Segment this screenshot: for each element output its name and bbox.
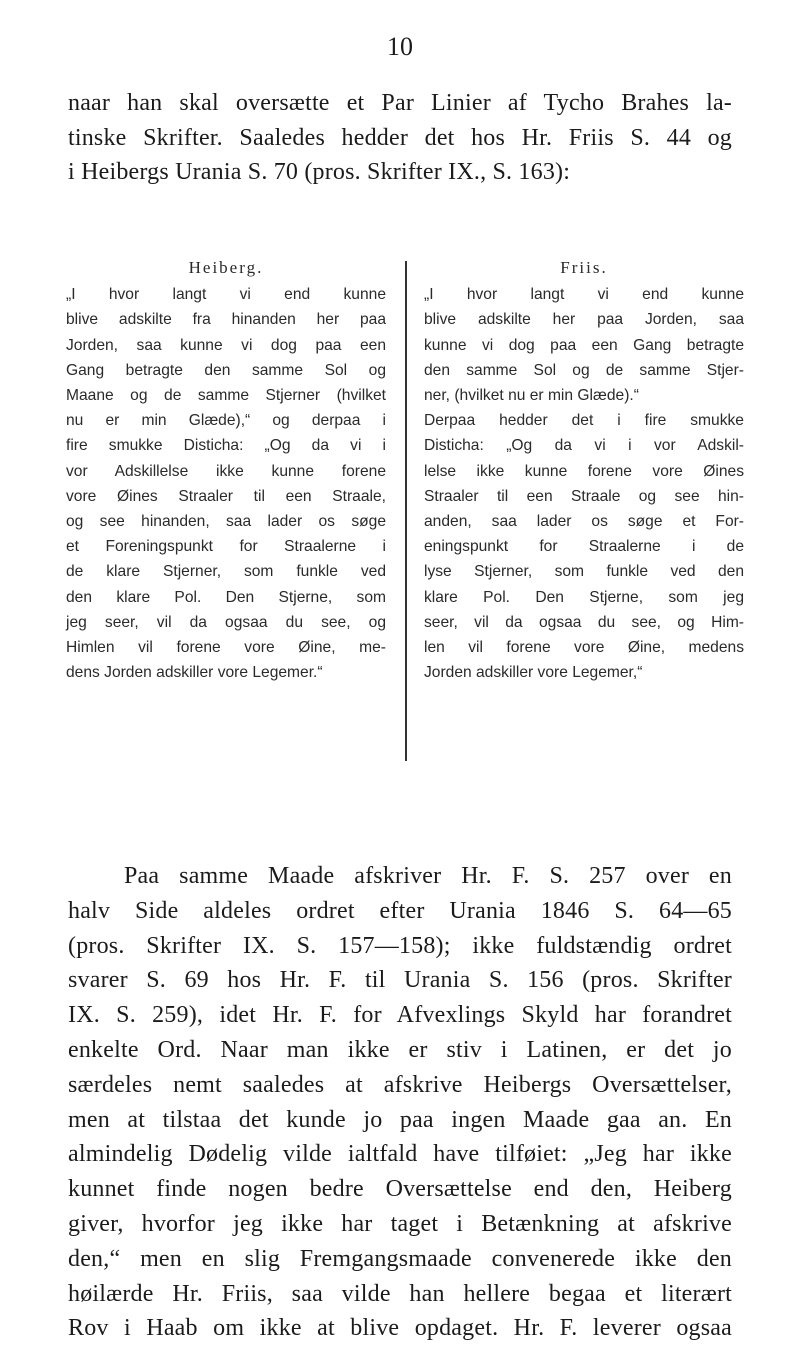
text-line: men at tilstaa det kunde jo paa ingen Maade gaa an. En	[68, 1106, 732, 1133]
text-line: den,“ men en slig Fremgangsmaade convenerede ikke den	[68, 1245, 732, 1272]
column-heading-heiberg: Heiberg.	[188, 258, 264, 277]
text-line: eningspunkt for Straalerne i de	[424, 538, 744, 556]
text-line: vor Adskillelse ikke kunne forene	[66, 462, 386, 480]
text-line: Rov i Haab om ikke at blive opdaget. Hr. F. leverer ogsaa	[68, 1315, 732, 1342]
text-line: jeg seer, vil da ogsaa du see, og	[66, 613, 386, 631]
text-line: Jorden adskiller vore Legemer,“	[424, 664, 643, 682]
text-line: anden, saa lader os søge et For-	[424, 513, 744, 531]
text-line: blive adskilte her paa Jorden, saa	[424, 311, 744, 329]
text-line: Jorden, saa kunne vi dog paa een	[66, 336, 386, 354]
text-line: svarer S. 69 hos Hr. F. til Urania S. 156 (pros. Skrifter	[68, 967, 732, 994]
text-line: giver, hvorfor jeg ikke har taget i Betænkning at afskrive	[68, 1210, 732, 1237]
text-line: Himlen vil forene vore Øine, me-	[66, 639, 386, 657]
text-line: lyse Stjerner, som funkle ved den	[424, 563, 744, 581]
text-line: Paa samme Maade afskriver Hr. F. S. 257 over en	[124, 863, 732, 889]
text-line: i Heibergs Urania S. 70 (pros. Skrifter IX., S. 163):	[68, 159, 571, 185]
text-line: særdeles nemt saaledes at afskrive Heibergs Oversættelser,	[68, 1071, 732, 1098]
text-line: blive adskilte fra hinanden her paa	[66, 311, 386, 329]
text-line: klare Pol. Den Stjerne, som jeg	[424, 588, 744, 606]
text-line: Gang betragte den samme Sol og	[66, 361, 386, 379]
text-line: (pros. Skrifter IX. S. 157—158); ikke fuldstændig ordret	[68, 932, 732, 959]
text-line: len vil forene vore Øine, medens	[424, 639, 744, 657]
text-line: naar han skal oversætte et Par Linier af Tycho Brahes la-	[68, 90, 732, 116]
text-line: vore Øines Straaler til een Straale,	[66, 487, 386, 505]
text-line: enkelte Ord. Naar man ikke er stiv i Latinen, er det jo	[68, 1036, 732, 1063]
heiberg-column	[66, 255, 386, 685]
text-line: Straaler til een Straale og see hin-	[424, 487, 744, 505]
text-line: tinske Skrifter. Saaledes hedder det hos Hr. Friis S. 44 og	[68, 124, 732, 151]
text-line: seer, vil da ogsaa du see, og Him-	[424, 613, 744, 631]
friis-column	[424, 255, 744, 685]
text-line: IX. S. 259), idet Hr. F. for Afvexlings Skyld har forandret	[68, 1002, 732, 1029]
column-divider	[405, 261, 407, 761]
text-line: Maane og de samme Stjerner (hvilket	[66, 387, 386, 405]
text-line: Disticha: „Og da vi i vor Adskil-	[424, 437, 744, 455]
comparison-columns	[66, 255, 744, 765]
text-line: de klare Stjerner, som funkle ved	[66, 563, 386, 581]
page-number: 10	[387, 32, 413, 61]
text-line: lelse ikke kunne forene vore Øines	[424, 462, 744, 480]
body-paragraph	[68, 859, 732, 1346]
column-heading-friis: Friis.	[560, 258, 608, 277]
text-line: almindelig Dødelig vilde ialtfald have tilføiet: „Jeg har ikke	[68, 1141, 732, 1168]
text-line: Derpaa hedder det i fire smukke	[424, 412, 744, 430]
text-line: „I hvor langt vi end kunne	[424, 286, 744, 304]
text-line: den samme Sol og de samme Stjer-	[424, 361, 744, 379]
text-line: halv Side aldeles ordret efter Urania 1846 S. 64—65	[68, 897, 732, 924]
text-line: kunnet finde nogen bedre Oversættelse end den, Heiberg	[68, 1176, 732, 1203]
text-line: „I hvor langt vi end kunne	[66, 286, 386, 304]
text-line: høilærde Hr. Friis, saa vilde han hellere begaa et literært	[68, 1280, 732, 1307]
text-line: nu er min Glæde),“ og derpaa i	[66, 412, 386, 430]
text-line: den klare Pol. Den Stjerne, som	[66, 588, 386, 606]
text-line: fire smukke Disticha: „Og da vi i	[66, 437, 386, 455]
text-line: og see hinanden, saa lader os søge	[66, 513, 386, 531]
text-line: et Foreningspunkt for Straalerne i	[66, 538, 386, 556]
text-line: kunne vi dog paa een Gang betragte	[424, 336, 744, 354]
intro-paragraph	[68, 86, 732, 190]
text-line: dens Jorden adskiller vore Legemer.“	[66, 664, 323, 682]
text-line: ner, (hvilket nu er min Glæde).“	[424, 387, 639, 405]
